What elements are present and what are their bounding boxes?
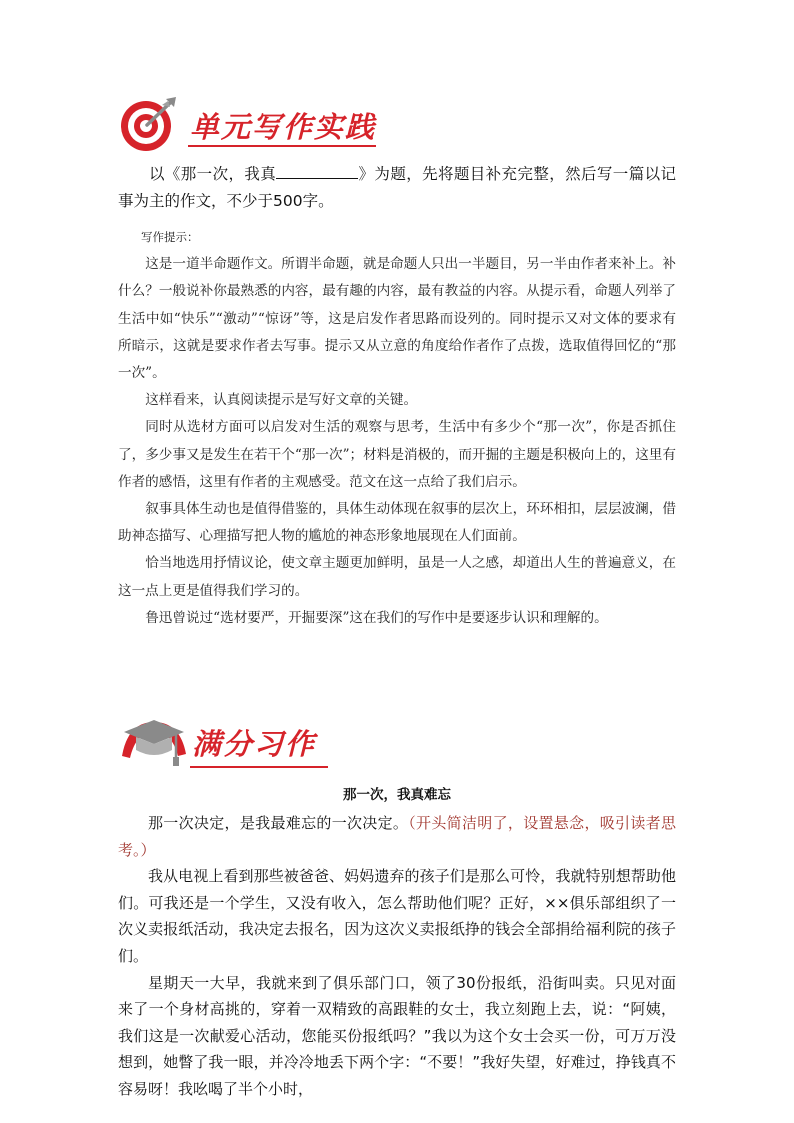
heading-underline [190,766,328,768]
essay-paragraph: 我从电视上看到那些被爸爸、妈妈遗弃的孩子们是那么可怜，我就特别想帮助他们。可我还是一个学生，又没有收入，怎么帮助他们呢？正好，××俱乐部组织了一次义卖报纸活动，我决定去报名，因为这次义卖报纸挣的钱会全部捐给福利院的孩子们。 [118,867,676,965]
essay-paragraph: 那一次决定，是我最难忘的一次决定。（开头简洁明了，设置悬念，吸引读者思考。） [118,814,676,859]
model-essay [118,810,676,1103]
graduation-cap-icon [118,710,188,772]
annotation-note: （开头简洁明了，设置悬念，吸引读者思考。） [118,814,676,859]
tips-paragraph: 叙事具体生动也是值得借鉴的，具体生动体现在叙事的层次上，环环相扣，层层波澜，借助神态描写、心理描写把人物的尴尬的神态形象地展现在人们面前。 [118,501,676,545]
writing-prompt [118,161,676,215]
title-blank [276,164,358,179]
section-header-model-essay [118,710,333,774]
heading-underline [188,145,376,147]
target-arrow-icon [118,95,180,153]
essay-paragraph: 星期天一大早，我就来到了俱乐部门口，领了30份报纸，沿街叫卖。只见对面来了一个身材高挑的，穿着一双精致的高跟鞋的女士，我立刻跑上去，说：“阿姨，我们这是一次献爱心活动，您能买份报纸吗？”我以为这个女士会买一份，可万万没想到，她瞥了我一眼，并冷冷地丢下两个字：“不要！”我好失望，好难过，挣钱真不容易呀！我吆喝了半个小时， [118,973,676,1098]
essay-title: 那一次，我真难忘 [343,787,451,803]
prompt-text: 以《那一次，我真 》为题，先将题目补充完整，然后写一篇以记事为主的作文，不少于500字。 [118,165,676,210]
writing-tips [118,224,676,632]
tips-paragraph: 这样看来，认真阅读提示是写好文章的关键。 [145,392,418,409]
tips-label: 写作提示： [141,230,199,244]
tips-paragraph: 鲁迅曾说过“选材要严，开掘要深”这在我们的写作中是要逐步认识和理解的。 [145,609,608,626]
section-header-writing-practice [118,95,378,155]
section-heading: 满分习作 [192,727,317,761]
tips-paragraph: 同时从选材方面可以启发对生活的观察与思考，生活中有多少个“那一次”，你是否抓住了，多少事又是发生在若干个“那一次”；材料是消极的，而开掘的主题是积极向上的，这里有作者的感悟，这里有作者的主观感受。范文在这一点给了我们启示。 [118,419,676,490]
tips-paragraph: 恰当地选用抒情议论，使文章主题更加鲜明，虽是一人之感，却道出人生的普遍意义，在这一点上更是值得我们学习的。 [118,555,676,599]
tips-paragraph: 这是一道半命题作文。所谓半命题，就是命题人只出一半题目，另一半由作者来补上。补什么？一般说补你最熟悉的内容，最有趣的内容，最有教益的内容。从提示看，命题人列举了生活中如“快乐”“激动”“惊讶”等，这是启发作者思路而设列的。同时提示又对文体的要求有所暗示，这就是要求作者去写事。提示又从立意的角度给作者作了点拨，选取值得回忆的“那一次”。 [118,256,676,382]
section-heading: 单元写作实践 [190,110,377,144]
